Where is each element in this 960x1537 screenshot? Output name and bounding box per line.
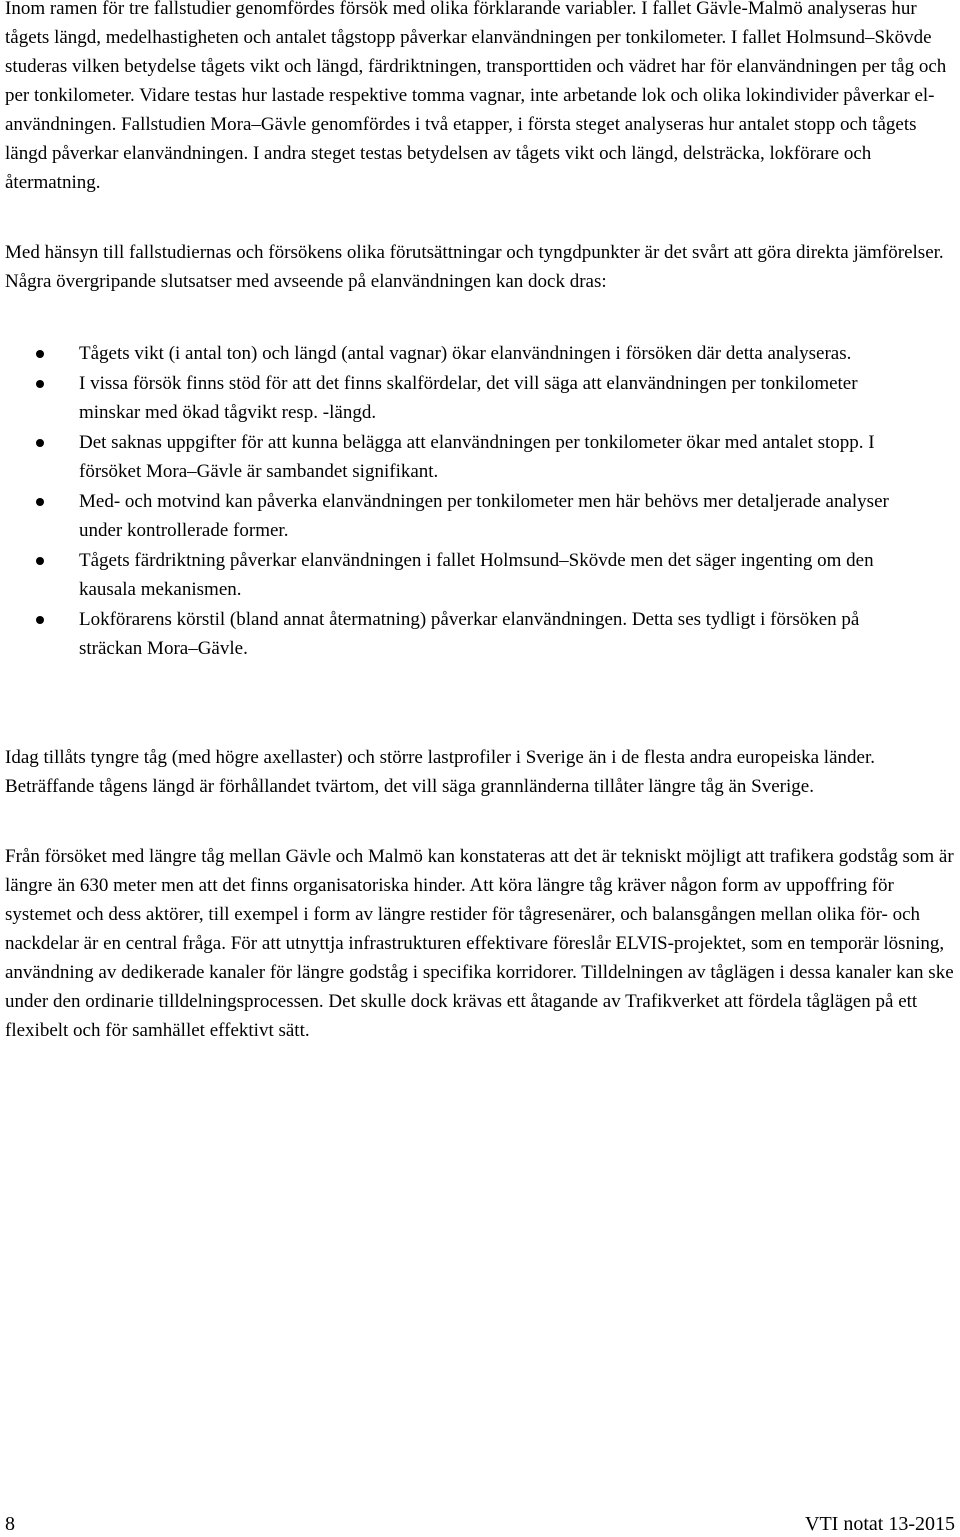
page-number: 8 — [5, 1513, 15, 1535]
report-series-label: VTI notat 13-2015 — [805, 1513, 955, 1535]
bullet-icon — [36, 350, 44, 358]
bullet-icon — [36, 380, 44, 388]
list-item — [5, 369, 955, 427]
longer-trains-paragraph — [5, 842, 955, 1045]
list-item — [5, 428, 955, 486]
intro-paragraph — [5, 0, 955, 197]
paragraph-conclusions-intro: Med hänsyn till fallstudiernas och försökens olika förutsättningar och tyngdpunkter är det svårt att göra direkta jämförelser. Några övergripande slutsatser med avseende på elanvändningen kan dock dras: — [5, 242, 944, 292]
conclusions-intro-paragraph — [5, 238, 955, 296]
list-item — [5, 605, 955, 663]
paragraph-longer-trains: Från försöket med längre tåg mellan Gävle och Malmö kan konstateras att det är tekniskt möjligt att trafikera godståg som är längre än 630 meter men att det finns organisatoriska hinder. Att köra längre tåg kräver någon form av uppoffring för systemet och dess aktörer, till exempel i form av längre restider för tågresenärer, och balansgången mellan olika för- och nackdelar är en central fråga. För att utnyttja infrastrukturen effektivare föreslår ELVIS-projektet, som en temporär lösning, användning av dedikerade kanaler för längre godståg i specifika korridorer. Tilldelningen av tåglägen i dessa kanaler kan ske under den ordinarie tilldelningsprocessen. Det skulle dock krävas ett åtagande av Trafikverket att fördela tåglägen på ett flexibelt och för samhället effektivt sätt. — [5, 846, 954, 1041]
list-item-text: Lokförarens körstil (bland annat återmatning) påverkar elanvändningen. Detta ses tydligt i försöken på sträckan Mora–Gävle. — [79, 609, 860, 659]
list-item-text: Med- och motvind kan påverka elanvändningen per tonkilometer men här behövs mer detaljerade analyser under kontrollerade former. — [79, 491, 889, 541]
list-item-text: Tågets färdriktning påverkar elanvändningen i fallet Holmsund–Skövde men det säger ingenting om den kausala mekanismen. — [79, 550, 874, 600]
list-item — [5, 546, 955, 604]
bullet-icon — [36, 616, 44, 624]
list-item — [5, 339, 955, 368]
list-item — [5, 487, 955, 545]
bullet-icon — [36, 557, 44, 565]
list-item-text: I vissa försök finns stöd för att det finns skalfördelar, det vill säga att elanvändningen per tonkilometer minskar med ökad tågvikt resp. -längd. — [79, 373, 858, 423]
paragraph-train-size: Idag tillåts tyngre tåg (med högre axellaster) och större lastprofiler i Sverige än i de flesta andra europeiska länder. Beträffande tågens längd är förhållandet tvärtom, det vill säga grannländerna tillåter längre tåg än Sverige. — [5, 747, 875, 797]
paragraph-case-studies: Inom ramen för tre fallstudier genomfördes försök med olika förklarande variabler. I fallet Gävle-Malmö analyseras hur tågets längd, medelhastigheten och antalet tågstopp påverkar elanvändningen per tonkilometer. I fallet Holmsund–Skövde studeras vilken betydelse tågets vikt och längd, färdriktningen, transporttiden och vädret har för elanvändningen per tåg och per tonkilometer. Vidare testas hur lastade respektive tomma vagnar, inte arbetande lok och olika lokindivider påverkar el-användningen. Fallstudien Mora–Gävle genomfördes i två etapper, i första steget analyseras hur antalet stopp och tågets längd påverkar elanvändningen. I andra steget testas betydelsen av tågets vikt och längd, delsträcka, lokförare och återmatning. — [5, 0, 947, 193]
bullet-icon — [36, 439, 44, 447]
bullet-icon — [36, 498, 44, 506]
list-item-text: Tågets vikt (i antal ton) och längd (antal vagnar) ökar elanvändningen i försöken där detta analyseras. — [79, 343, 852, 364]
conclusions-bullet-list — [5, 339, 955, 664]
train-size-paragraph — [5, 743, 955, 801]
list-item-text: Det saknas uppgifter för att kunna belägga att elanvändningen per tonkilometer ökar med antalet stopp. I försöket Mora–Gävle är sambandet signifikant. — [79, 432, 875, 482]
